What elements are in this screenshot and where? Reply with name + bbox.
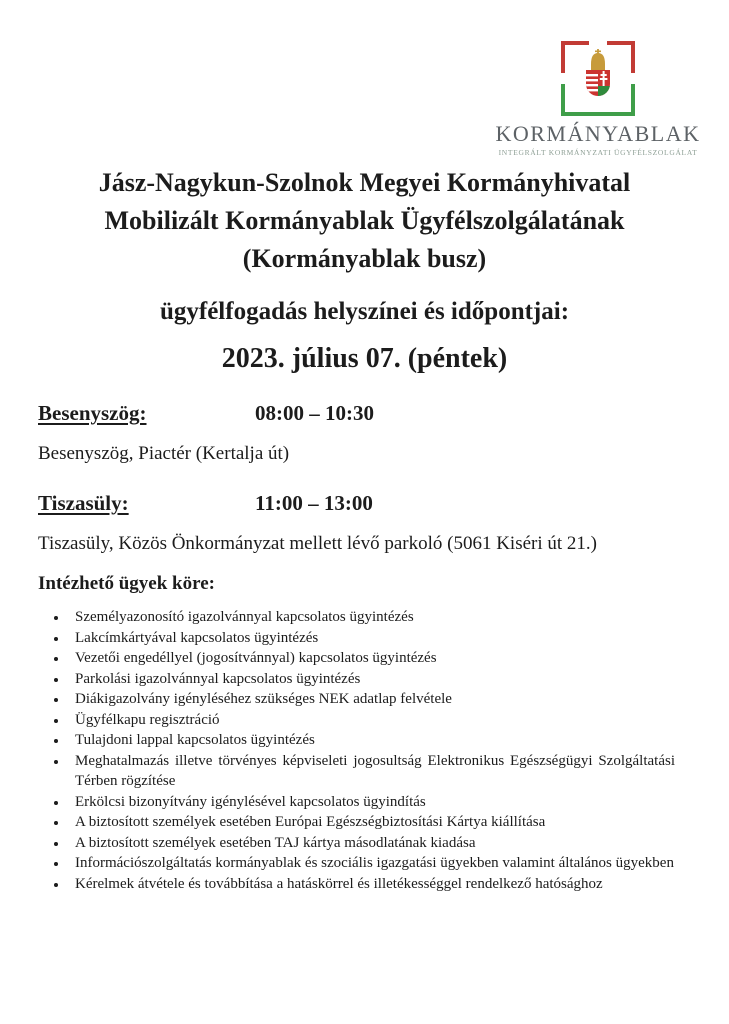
services-heading: Intézhető ügyek köre:: [38, 573, 215, 594]
title-line-1: Jász-Nagykun-Szolnok Megyei Kormányhivatal: [98, 168, 631, 197]
hungarian-coat-of-arms-icon: [586, 49, 610, 98]
service-item: • Vezetői engedéllyel (jogosítvánnyal) kapcsolatos ügyintézés: [68, 648, 675, 669]
service-item: • Információszolgáltatás kormányablak és szociális igazgatási ügyekben valamint általános ügyekben: [68, 853, 675, 874]
time-range: 11:00 – 13:00: [255, 491, 373, 515]
service-item: • Parkolási igazolvánnyal kapcsolatos ügyintézés: [68, 669, 675, 690]
service-item: • Erkölcsi bizonyítvány igénylésével kapcsolatos ügyindítás: [68, 792, 675, 813]
schedule-date: 2023. július 07. (péntek): [221, 343, 508, 374]
service-item: • A biztosított személyek esetében Európai Egészségbiztosítási Kártya kiállítása: [68, 812, 675, 833]
location-label: Besenyszög:: [38, 401, 147, 425]
document-title: [0, 164, 729, 278]
schedule-row: [38, 491, 691, 516]
service-item: • Kérelmek átvétele és továbbítása a hatáskörrel és illetékességgel rendelkező hatósághoz: [68, 874, 675, 895]
service-item: • Ügyfélkapu regisztráció: [68, 710, 675, 731]
location-label: Tiszasüly:: [38, 491, 129, 515]
service-item: • Meghatalmazás illetve törvényes képviseleti jogosultság Elektronikus Egészségügyi Szolgáltatási Térben rögzítése: [68, 751, 675, 792]
service-item: • Diákigazolvány igényléséhez szükséges NEK adatlap felvétele: [68, 689, 675, 710]
service-item: • Tulajdoni lappal kapcsolatos ügyintézés: [68, 730, 675, 751]
schedule-row: [38, 401, 691, 426]
time-range: 08:00 – 10:30: [255, 401, 374, 425]
kormanyablak-frame-icon: [559, 40, 637, 118]
service-item: • A biztosított személyek esetében TAJ kártya másodlatának kiadása: [68, 833, 675, 854]
document-subtitle: ügyfélfogadás helyszínei és időpontjai:: [159, 298, 570, 325]
title-line-3: (Kormányablak busz): [242, 244, 487, 273]
location-address: Besenyszög, Piactér (Kertalja út): [38, 443, 290, 464]
service-list: [38, 607, 691, 894]
header: [0, 0, 729, 158]
logo-brand-text: KORMÁNYABLAK: [495, 121, 701, 146]
title-line-2: Mobilizált Kormányablak Ügyfélszolgálatának: [104, 206, 625, 235]
content: [0, 401, 729, 894]
logo-tagline-text: INTEGRÁLT KORMÁNYZATI ÜGYFÉLSZOLGÁLAT: [498, 148, 698, 157]
kormanyablak-logo: [493, 40, 703, 157]
service-item: • Lakcímkártyával kapcsolatos ügyintézés: [68, 628, 675, 649]
service-item: • Személyazonosító igazolvánnyal kapcsolatos ügyintézés: [68, 607, 675, 628]
location-address: Tiszasüly, Közös Önkormányzat mellett lévő parkoló (5061 Kiséri út 21.): [38, 533, 597, 554]
